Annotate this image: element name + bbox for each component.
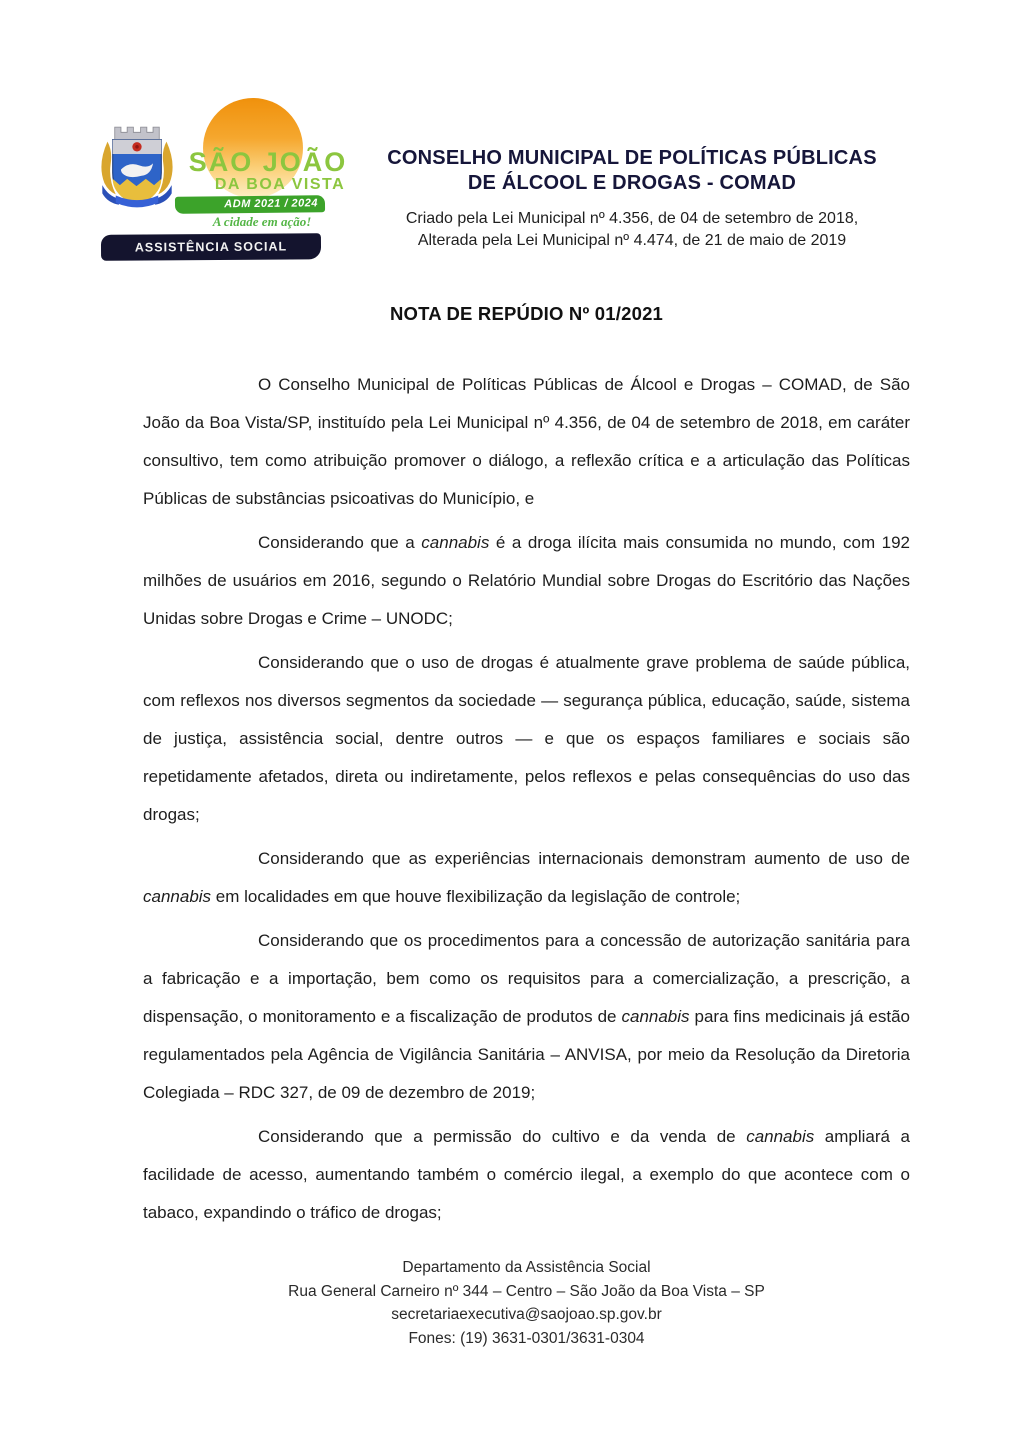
document-footer xyxy=(143,1256,910,1350)
org-law-references xyxy=(352,208,912,252)
org-title-line1: CONSELHO MUNICIPAL DE POLÍTICAS PÚBLICAS xyxy=(387,147,877,169)
paragraph-considerando-2: Considerando que o uso de drogas é atualmente grave problema de saúde pública, com reflexos nos diversos segmentos da sociedade — segurança pública, educação, saúde, sistema de justiça, assistência social, dentre outros — e que os espaços familiares e sociais são repetidamente afetados, direta ou indiretamente, pelos reflexos e pelas consequências do uso das drogas; xyxy=(143,653,910,824)
org-header xyxy=(352,146,912,252)
paragraph-considerando-3: Considerando que as experiências internacionais demonstram aumento de uso de cannabis em localidades em que houve flexibilização da legislação de controle; xyxy=(143,849,910,906)
footer-email: secretariaexecutiva@saojoao.sp.gov.br xyxy=(391,1306,662,1323)
logo-city-subname: DA BOA VISTA xyxy=(214,176,346,193)
coat-of-arms-icon xyxy=(98,123,176,211)
logo-city-name: SÃO JOÃO xyxy=(188,147,348,177)
org-title-line2: DE ÁLCOOL E DROGAS - COMAD xyxy=(467,172,797,194)
footer-phones: Fones: (19) 3631-0301/3631-0304 xyxy=(408,1329,645,1347)
city-logo xyxy=(95,90,348,268)
logo-slogan: A cidade em ação! xyxy=(212,214,312,229)
footer-address: Rua General Carneiro nº 344 – Centro – São João da Boa Vista – SP xyxy=(288,1282,765,1300)
logo-department-banner: ASSISTÊNCIA SOCIAL xyxy=(101,233,321,261)
paragraph-considerando-5: Considerando que a permissão do cultivo e da venda de cannabis ampliará a facilidade de acesso, aumentando também o comércio ilegal, a exemplo do que acontece com o tabaco, expandindo o tráfico de drogas; xyxy=(143,1127,910,1222)
footer-department: Departamento da Assistência Social xyxy=(402,1259,651,1276)
logo-adm-banner: ADM 2021 / 2024 xyxy=(175,195,325,214)
paragraph-preamble: O Conselho Municipal de Políticas Públicas de Álcool e Drogas – COMAD, de São João da Boa Vista/SP, instituído pela Lei Municipal nº 4.356, de 04 de setembro de 2018, em caráter consultivo, tem como atribuição promover o diálogo, a reflexão crítica e a articulação das Políticas Públicas de substâncias psicoativas do Município, e xyxy=(143,375,910,508)
law-line2: Alterada pela Lei Municipal nº 4.474, de 21 de maio de 2019 xyxy=(417,232,847,249)
paragraph-considerando-4: Considerando que os procedimentos para a concessão de autorização sanitária para a fabricação e a importação, bem como os requisitos para a comercialização, a prescrição, a dispensação, o monitoramento e a fiscalização de produtos de cannabis para fins medicinais já estão regulamentados pela Agência de Vigilância Sanitária – ANVISA, por meio da Resolução da Diretoria Colegiada – RDC 327, de 09 de dezembro de 2019; xyxy=(143,931,910,1102)
paragraph-considerando-1: Considerando que a cannabis é a droga ilícita mais consumida no mundo, com 192 milhões de usuários em 2016, segundo o Relatório Mundial sobre Drogas do Escritório das Nações Unidas sobre Drogas e Crime – UNODC; xyxy=(143,533,911,628)
law-line1: Criado pela Lei Municipal nº 4.356, de 04 de setembro de 2018, xyxy=(405,210,859,227)
document-body xyxy=(143,302,910,1238)
document-title: NOTA DE REPÚDIO Nº 01/2021 xyxy=(389,303,664,324)
